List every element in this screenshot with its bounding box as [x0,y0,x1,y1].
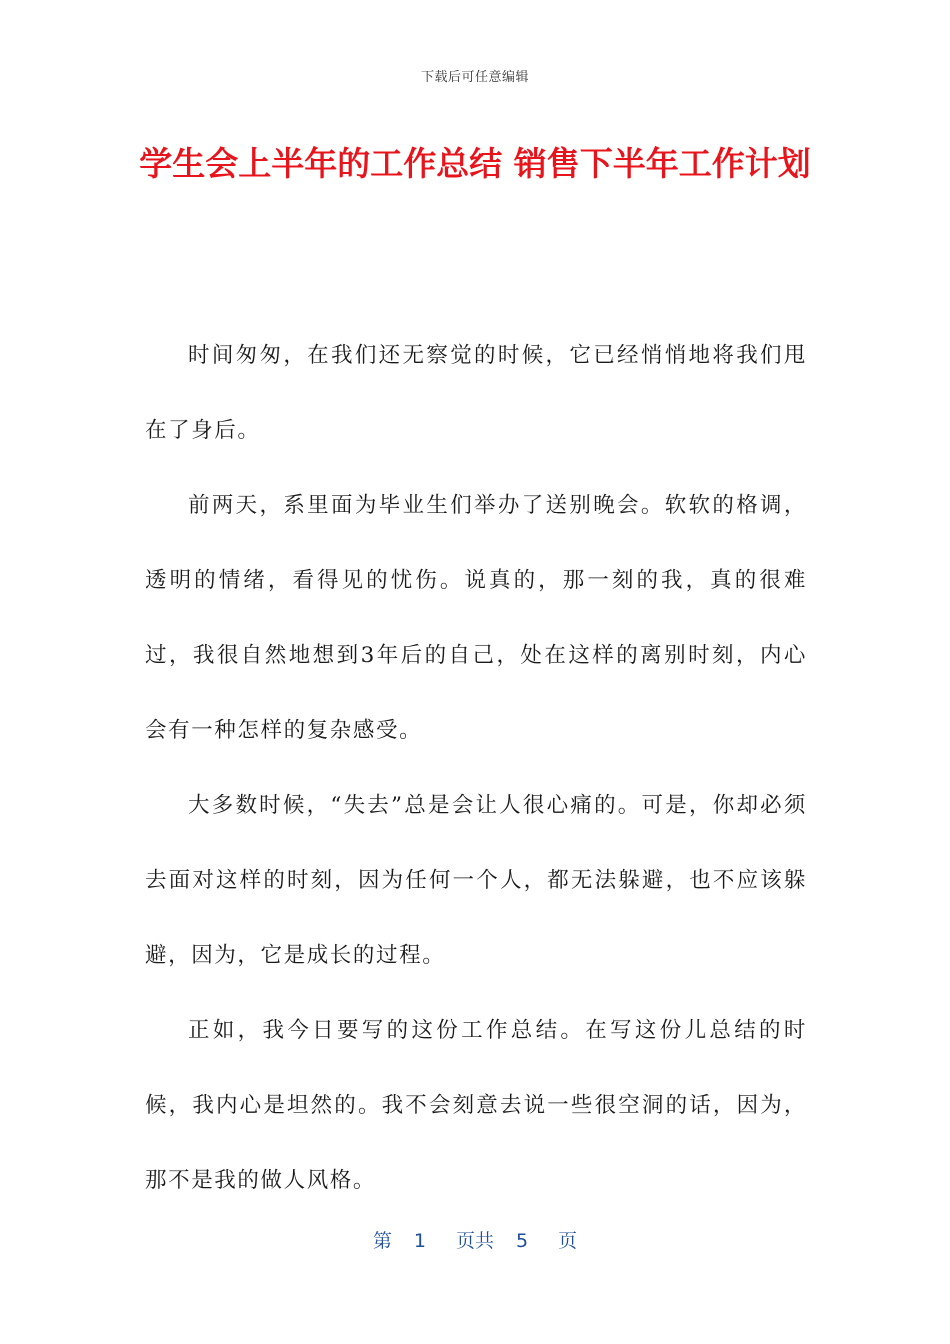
page-footer [0,1226,950,1253]
document-title: 学生会上半年的工作总结 销售下半年工作计划 [139,144,811,183]
paragraph-4: 正如，我今日要写的这份工作总结。在写这份儿总结的时候，我内心是坦然的。我不会刻意去说一些很空洞的话，因为，那不是我的做人风格。 [145,1018,807,1193]
paragraph-1: 时间匆匆，在我们还无察觉的时候，它已经悄悄地将我们甩在了身后。 [145,343,807,443]
footer-suffix: 页 [558,1230,578,1252]
paragraph-2: 前两天，系里面为毕业生们举办了送别晚会。软软的格调，透明的情绪，看得见的忧伤。说真的，那一刻的我，真的很难过，我很自然地想到3年后的自己，处在这样的离别时刻，内心会有一种怎样的复杂感受。 [145,493,807,743]
footer-prefix: 第 [372,1230,392,1252]
footer-current-page: 1 [413,1230,426,1252]
paragraph-3: 大多数时候，“失去”总是会让人很心痛的。可是，你却必须去面对这样的时刻，因为任何一个人，都无法躲避，也不应该躲避，因为，它是成长的过程。 [145,793,807,968]
header-note: 下载后可任意编辑 [420,70,529,85]
footer-total-pages: 5 [516,1230,529,1252]
document-body [145,318,807,1218]
footer-middle: 页共 [455,1230,494,1252]
